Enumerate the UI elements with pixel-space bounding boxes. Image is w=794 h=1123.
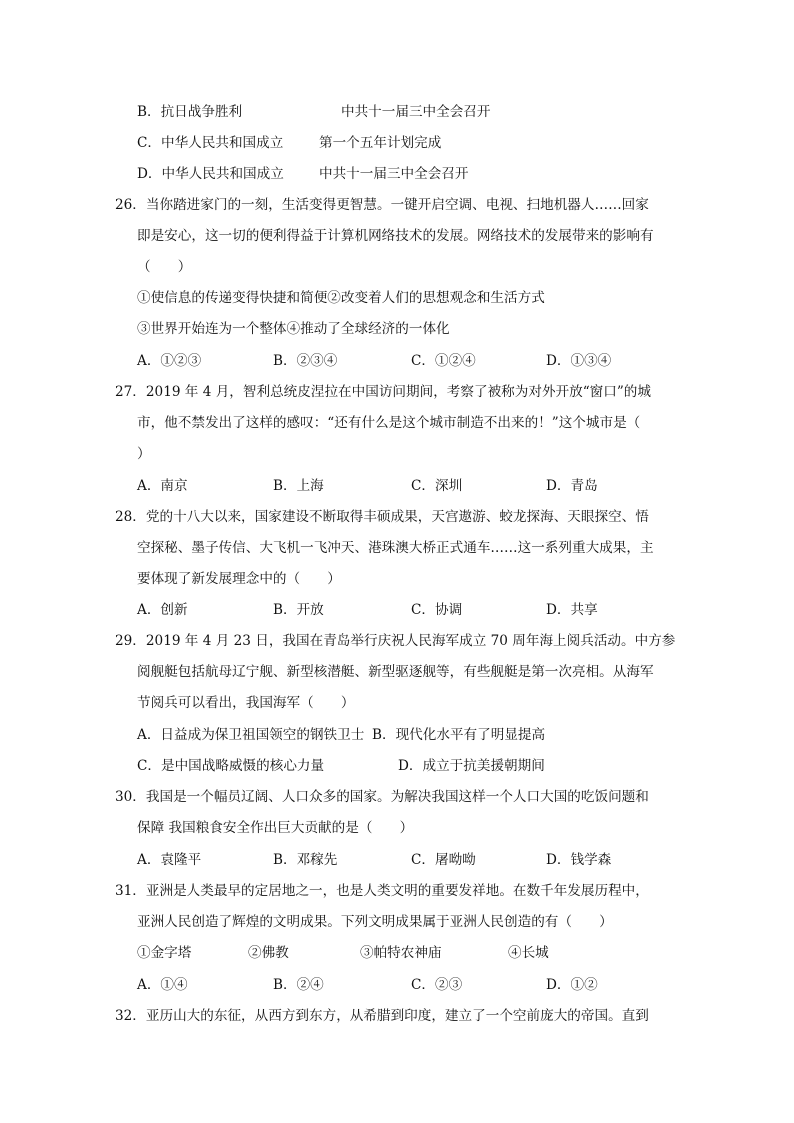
- q29-option-a: A．日益成为保卫祖国领空的钢铁卫士: [137, 727, 365, 743]
- q31-stem-line-1: 31．亚洲是人类最早的定居地之一，也是人类文明的重要发祥地。在数千年发展历程中，: [115, 883, 649, 899]
- q26-option-c: C．①②④: [411, 353, 476, 369]
- q29-stem-line-1: 29．2019 年 4 月 23 日，我国在青岛举行庆祝人民海军成立 70 周年海上阅兵活动。中方参: [115, 633, 676, 649]
- q29-option-d: D．成立于抗美援朝期间: [398, 758, 545, 774]
- q29-option-b: B．现代化水平有了明显提高: [372, 727, 546, 743]
- q30-option-d: D．钱学森: [546, 852, 612, 868]
- q28-option-b: B．开放: [273, 602, 324, 618]
- q29-stem-line-3: 节阅兵可以看出，我国海军（ ）: [137, 695, 355, 711]
- q27-stem-line-2: 市，他不禁发出了这样的感叹：“还有什么是这个城市制造不出来的！”这个城市是（: [137, 415, 641, 431]
- q26-statement-line-2: ③世界开始连为一个整体④推动了全球经济的一体化: [137, 321, 450, 337]
- q30-option-b: B．邓稼先: [273, 852, 338, 868]
- q26-stem-line-1: 26．当你踏进家门的一刻，生活变得更智慧。一键开启空调、电视、扫地机器人……回家: [115, 197, 649, 213]
- q26-stem-line-3: （ ）: [137, 259, 192, 275]
- q25-option-b-label: B．抗日战争胜利: [137, 104, 243, 120]
- q31-item-4: ④长城: [508, 945, 549, 961]
- q31-stem-line-2: 亚洲人民创造了辉煌的文明成果。下列文明成果属于亚洲人民创造的有（ ）: [137, 914, 613, 930]
- q29-option-c: C．是中国战略威慑的核心力量: [137, 758, 325, 774]
- q30-option-c: C．屠呦呦: [411, 852, 476, 868]
- q27-option-d: D．青岛: [546, 478, 598, 494]
- q25-option-c-label: C．中华人民共和国成立: [137, 135, 284, 151]
- q30-stem-line-2: 保障 我国粮食安全作出巨大贡献的是（ ）: [137, 820, 414, 836]
- q29-stem-line-2: 阅舰艇包括航母辽宁舰、新型核潜艇、新型驱逐舰等，有些舰艇是第一次亮相。从海军: [137, 664, 654, 680]
- q31-option-d: D．①②: [546, 977, 598, 993]
- q27-option-a: A．南京: [137, 478, 188, 494]
- q31-option-a: A．①④: [137, 977, 188, 993]
- q30-stem-line-1: 30．我国是一个幅员辽阔、人口众多的国家。为解决我国这样一个人口大国的吃饭问题和: [115, 789, 649, 805]
- q31-item-3: ③帕特农神庙: [360, 945, 442, 961]
- q26-stem-line-2: 即是安心，这一切的便利得益于计算机网络技术的发展。网络技术的发展带来的影响有: [137, 228, 654, 244]
- q26-option-b: B．②③④: [273, 353, 338, 369]
- q30-option-a: A．袁隆平: [137, 852, 202, 868]
- q31-option-c: C．②③: [411, 977, 463, 993]
- q28-option-c: C．协调: [411, 602, 463, 618]
- q25-option-c-text: 第一个五年计划完成: [319, 135, 442, 151]
- q26-statement-line-1: ①使信息的传递变得快捷和简便②改变着人们的思想观念和生活方式: [137, 290, 545, 306]
- q27-stem-line-1: 27．2019 年 4 月，智利总统皮涅拉在中国访问期间，考察了被称为对外开放“窗口”的城: [115, 384, 651, 400]
- q32-stem-line-1: 32．亚历山大的东征，从西方到东方，从希腊到印度，建立了一个空前庞大的帝国。直到: [115, 1008, 649, 1024]
- q28-stem-line-2: 空探秘、墨子传信、大飞机一飞冲天、港珠澳大桥正式通车……这一系列重大成果，主: [137, 540, 654, 556]
- q26-option-a: A．①②③: [137, 353, 202, 369]
- q31-item-2: ②佛教: [248, 945, 289, 961]
- q28-stem-line-3: 要体现了新发展理念中的（ ）: [137, 571, 341, 587]
- q31-item-1: ①金字塔: [137, 945, 192, 961]
- q28-stem-line-1: 28．党的十八大以来，国家建设不断取得丰硕成果，天宫遨游、蛟龙探海、天眼探空、悟: [115, 509, 649, 525]
- q27-option-b: B．上海: [273, 478, 324, 494]
- q27-stem-line-3: ）: [137, 446, 151, 462]
- q25-option-d-label: D．中华人民共和国成立: [137, 166, 284, 182]
- q28-option-d: D．共享: [546, 602, 598, 618]
- q25-option-d-text: 中共十一届三中全会召开: [319, 166, 469, 182]
- q27-option-c: C．深圳: [411, 478, 463, 494]
- q25-option-b-text: 中共十一届三中全会召开: [341, 104, 491, 120]
- q28-option-a: A．创新: [137, 602, 188, 618]
- q26-option-d: D．①③④: [546, 353, 612, 369]
- q31-option-b: B．②④: [273, 977, 324, 993]
